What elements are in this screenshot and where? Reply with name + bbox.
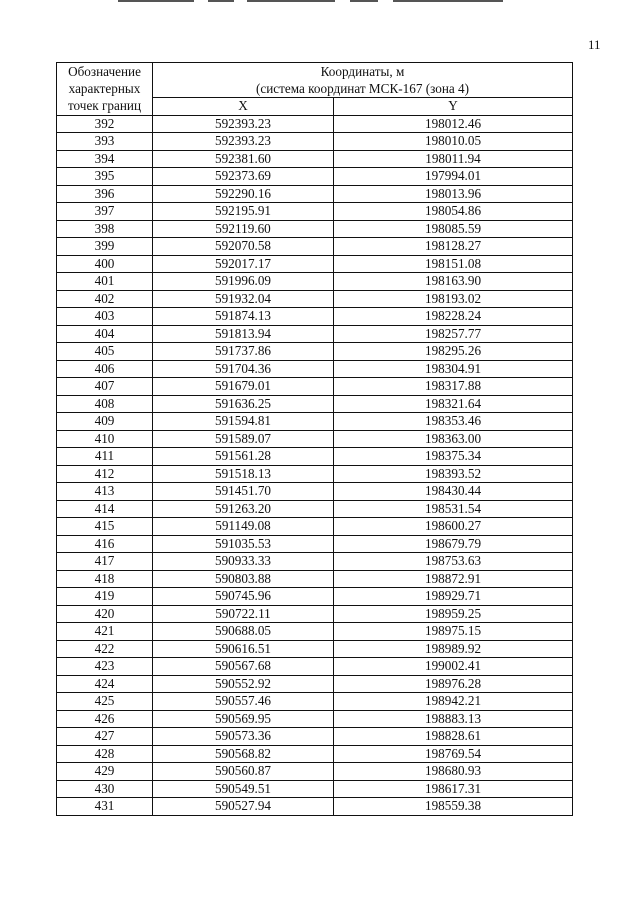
point-header-line: Обозначение	[68, 64, 141, 79]
table-row	[57, 535, 573, 553]
table-row	[57, 238, 573, 256]
y-cell: 199002.41	[334, 658, 573, 676]
x-cell: 591996.09	[153, 273, 334, 291]
x-cell: 590557.46	[153, 693, 334, 711]
point-header	[57, 63, 153, 116]
y-cell: 198012.46	[334, 115, 573, 133]
x-cell: 592393.23	[153, 115, 334, 133]
y-cell: 198753.63	[334, 553, 573, 571]
x-cell: 591149.08	[153, 518, 334, 536]
y-cell: 198013.96	[334, 185, 573, 203]
table-row	[57, 675, 573, 693]
y-cell: 198600.27	[334, 518, 573, 536]
point-cell: 417	[57, 553, 153, 571]
point-cell: 420	[57, 605, 153, 623]
y-cell: 198679.79	[334, 535, 573, 553]
table-row	[57, 465, 573, 483]
x-cell: 591589.07	[153, 430, 334, 448]
coords-header-line: Координаты, м	[320, 64, 405, 79]
y-cell: 198828.61	[334, 728, 573, 746]
y-cell: 198375.34	[334, 448, 573, 466]
x-cell: 590569.95	[153, 710, 334, 728]
table-body	[57, 115, 573, 815]
x-cell: 590745.96	[153, 588, 334, 606]
table-row	[57, 308, 573, 326]
top-rule-2	[208, 0, 234, 2]
table-row	[57, 640, 573, 658]
table-row	[57, 448, 573, 466]
x-cell: 590688.05	[153, 623, 334, 641]
point-cell: 413	[57, 483, 153, 501]
y-cell: 198011.94	[334, 150, 573, 168]
point-cell: 395	[57, 168, 153, 186]
x-cell: 592119.60	[153, 220, 334, 238]
y-cell: 198321.64	[334, 395, 573, 413]
y-cell: 198959.25	[334, 605, 573, 623]
point-cell: 415	[57, 518, 153, 536]
x-cell: 590803.88	[153, 570, 334, 588]
x-cell: 592393.23	[153, 133, 334, 151]
y-cell: 198976.28	[334, 675, 573, 693]
point-cell: 425	[57, 693, 153, 711]
table-row	[57, 290, 573, 308]
table-row	[57, 553, 573, 571]
x-cell: 591874.13	[153, 308, 334, 326]
y-cell: 198163.90	[334, 273, 573, 291]
point-cell: 393	[57, 133, 153, 151]
table-row	[57, 798, 573, 816]
point-cell: 394	[57, 150, 153, 168]
point-cell: 403	[57, 308, 153, 326]
x-cell: 591561.28	[153, 448, 334, 466]
point-cell: 410	[57, 430, 153, 448]
table-row	[57, 605, 573, 623]
x-cell: 590573.36	[153, 728, 334, 746]
x-cell: 591451.70	[153, 483, 334, 501]
point-cell: 407	[57, 378, 153, 396]
x-cell: 590527.94	[153, 798, 334, 816]
y-cell: 198317.88	[334, 378, 573, 396]
point-cell: 428	[57, 745, 153, 763]
top-rule-3	[247, 0, 335, 2]
table-row	[57, 115, 573, 133]
table-row	[57, 343, 573, 361]
x-cell: 591263.20	[153, 500, 334, 518]
point-cell: 421	[57, 623, 153, 641]
top-rule-5	[393, 0, 503, 2]
y-cell: 198295.26	[334, 343, 573, 361]
x-cell: 590722.11	[153, 605, 334, 623]
x-header: X	[153, 98, 334, 116]
point-cell: 412	[57, 465, 153, 483]
x-cell: 591518.13	[153, 465, 334, 483]
table-row	[57, 623, 573, 641]
y-cell: 198975.15	[334, 623, 573, 641]
table-row	[57, 168, 573, 186]
point-cell: 405	[57, 343, 153, 361]
point-cell: 408	[57, 395, 153, 413]
point-cell: 404	[57, 325, 153, 343]
y-cell: 198151.08	[334, 255, 573, 273]
x-cell: 591932.04	[153, 290, 334, 308]
table-row	[57, 728, 573, 746]
x-cell: 592373.69	[153, 168, 334, 186]
y-cell: 198680.93	[334, 763, 573, 781]
y-cell: 198942.21	[334, 693, 573, 711]
x-cell: 591813.94	[153, 325, 334, 343]
y-cell: 198085.59	[334, 220, 573, 238]
y-cell: 197994.01	[334, 168, 573, 186]
coords-header	[153, 63, 573, 98]
point-cell: 400	[57, 255, 153, 273]
y-cell: 198989.92	[334, 640, 573, 658]
y-header: Y	[334, 98, 573, 116]
coordinates-table	[56, 62, 573, 816]
point-cell: 423	[57, 658, 153, 676]
y-cell: 198531.54	[334, 500, 573, 518]
x-cell: 591636.25	[153, 395, 334, 413]
y-cell: 198617.31	[334, 780, 573, 798]
x-cell: 590933.33	[153, 553, 334, 571]
coords-header-line: (система координат МСК-167 (зона 4)	[256, 81, 470, 96]
table-row	[57, 325, 573, 343]
table-row	[57, 378, 573, 396]
point-cell: 419	[57, 588, 153, 606]
point-cell: 406	[57, 360, 153, 378]
point-cell: 401	[57, 273, 153, 291]
y-cell: 198257.77	[334, 325, 573, 343]
table-row	[57, 588, 573, 606]
point-cell: 397	[57, 203, 153, 221]
point-cell: 424	[57, 675, 153, 693]
point-cell: 411	[57, 448, 153, 466]
y-cell: 198228.24	[334, 308, 573, 326]
y-cell: 198353.46	[334, 413, 573, 431]
y-cell: 198128.27	[334, 238, 573, 256]
point-cell: 396	[57, 185, 153, 203]
table-row	[57, 133, 573, 151]
table-row	[57, 763, 573, 781]
y-cell: 198872.91	[334, 570, 573, 588]
y-cell: 198769.54	[334, 745, 573, 763]
y-cell: 198054.86	[334, 203, 573, 221]
point-cell: 422	[57, 640, 153, 658]
point-cell: 427	[57, 728, 153, 746]
point-cell: 430	[57, 780, 153, 798]
y-cell: 198193.02	[334, 290, 573, 308]
y-cell: 198430.44	[334, 483, 573, 501]
top-rule-1	[118, 0, 194, 2]
table-row	[57, 430, 573, 448]
point-cell: 398	[57, 220, 153, 238]
table-row	[57, 745, 573, 763]
x-cell: 592381.60	[153, 150, 334, 168]
x-cell: 590568.82	[153, 745, 334, 763]
y-cell: 198559.38	[334, 798, 573, 816]
x-cell: 590552.92	[153, 675, 334, 693]
table-row	[57, 780, 573, 798]
table-row	[57, 203, 573, 221]
point-header-line: характерных	[68, 81, 141, 96]
y-cell: 198010.05	[334, 133, 573, 151]
y-cell: 198363.00	[334, 430, 573, 448]
point-cell: 399	[57, 238, 153, 256]
x-cell: 592290.16	[153, 185, 334, 203]
table-row	[57, 413, 573, 431]
point-cell: 431	[57, 798, 153, 816]
point-cell: 416	[57, 535, 153, 553]
table-row	[57, 185, 573, 203]
x-cell: 591679.01	[153, 378, 334, 396]
x-cell: 592195.91	[153, 203, 334, 221]
y-cell: 198929.71	[334, 588, 573, 606]
point-cell: 392	[57, 115, 153, 133]
point-cell: 426	[57, 710, 153, 728]
point-cell: 418	[57, 570, 153, 588]
y-cell: 198304.91	[334, 360, 573, 378]
x-cell: 590560.87	[153, 763, 334, 781]
point-header-line: точек границ	[67, 98, 142, 113]
table-row	[57, 273, 573, 291]
x-cell: 591035.53	[153, 535, 334, 553]
table-row	[57, 150, 573, 168]
table-row	[57, 500, 573, 518]
x-cell: 592017.17	[153, 255, 334, 273]
table-row	[57, 395, 573, 413]
point-cell: 429	[57, 763, 153, 781]
point-cell: 414	[57, 500, 153, 518]
table-row	[57, 658, 573, 676]
page-number: 11	[588, 37, 601, 52]
table-row	[57, 360, 573, 378]
table-row	[57, 220, 573, 238]
x-cell: 590616.51	[153, 640, 334, 658]
point-cell: 402	[57, 290, 153, 308]
table-row	[57, 693, 573, 711]
table-row	[57, 710, 573, 728]
x-cell: 590567.68	[153, 658, 334, 676]
x-cell: 591737.86	[153, 343, 334, 361]
table-header-row	[57, 63, 573, 98]
point-cell: 409	[57, 413, 153, 431]
table-row	[57, 255, 573, 273]
table-row	[57, 518, 573, 536]
x-cell: 591704.36	[153, 360, 334, 378]
table-row	[57, 570, 573, 588]
x-cell: 591594.81	[153, 413, 334, 431]
x-cell: 592070.58	[153, 238, 334, 256]
top-rule-4	[350, 0, 378, 2]
y-cell: 198393.52	[334, 465, 573, 483]
x-cell: 590549.51	[153, 780, 334, 798]
y-cell: 198883.13	[334, 710, 573, 728]
table-row	[57, 483, 573, 501]
